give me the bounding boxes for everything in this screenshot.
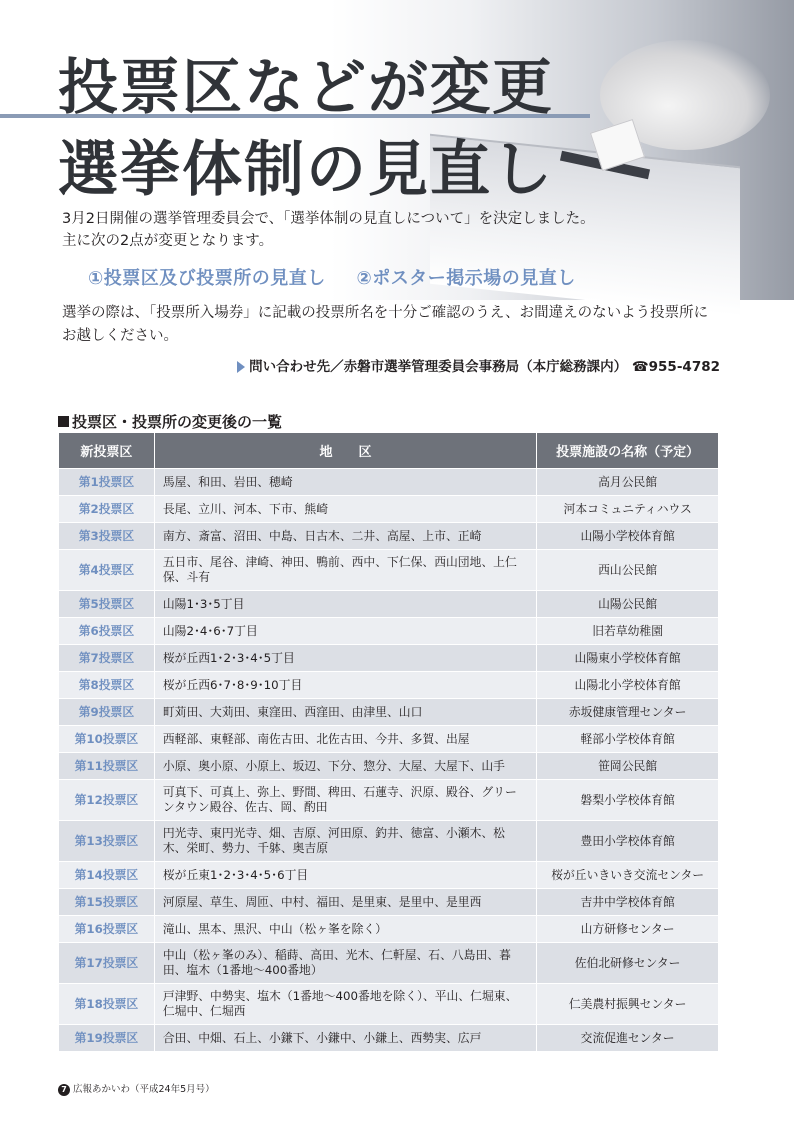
cell-area: 町苅田、大苅田、東窪田、西窪田、由津里、山口 xyxy=(154,699,536,726)
cell-facility: 河本コミュニティハウス xyxy=(537,496,719,523)
cell-facility: 赤坂健康管理センター xyxy=(537,699,719,726)
table-row xyxy=(59,618,719,645)
cell-facility: 豊田小学校体育館 xyxy=(537,821,719,862)
cell-area: 桜が丘西1･2･3･4･5丁目 xyxy=(154,645,536,672)
page-title-line2: 選挙体制の見直し xyxy=(58,135,554,205)
header-district: 新投票区 xyxy=(59,433,155,469)
cell-district: 第2投票区 xyxy=(59,496,155,523)
cell-district: 第13投票区 xyxy=(59,821,155,862)
table-row xyxy=(59,780,719,821)
district-table xyxy=(58,432,719,1052)
header-facility: 投票施設の名称（予定） xyxy=(537,433,719,469)
footer-text: 広報あかいわ（平成24年5月号） xyxy=(73,1084,215,1095)
cell-area: 合田、中畑、石上、小鎌下、小鎌中、小鎌上、西勢実、広戸 xyxy=(154,1025,536,1052)
table-row xyxy=(59,862,719,889)
cell-facility: 仁美農村振興センター xyxy=(537,984,719,1025)
cell-facility: 桜が丘いきいき交流センター xyxy=(537,862,719,889)
point-2: ②ポスター掲示場の見直し xyxy=(356,268,576,289)
table-row xyxy=(59,550,719,591)
point-1: ①投票区及び投票所の見直し xyxy=(88,268,326,289)
table-row xyxy=(59,1025,719,1052)
cell-area: 小原、奥小原、小原上、坂辺、下分、惣分、大屋、大屋下、山手 xyxy=(154,753,536,780)
table-row xyxy=(59,753,719,780)
contact-text: 問い合わせ先／赤磐市選挙管理委員会事務局（本庁総務課内） xyxy=(249,359,628,375)
table-row xyxy=(59,916,719,943)
cell-district: 第12投票区 xyxy=(59,780,155,821)
cell-district: 第18投票区 xyxy=(59,984,155,1025)
cell-district: 第3投票区 xyxy=(59,523,155,550)
cell-district: 第4投票区 xyxy=(59,550,155,591)
cell-district: 第16投票区 xyxy=(59,916,155,943)
cell-area: 河原屋、草生、周匝、中村、福田、是里東、是里中、是里西 xyxy=(154,889,536,916)
page-number: 7 xyxy=(58,1084,70,1096)
intro-line2: 主に次の2点が変更となります。 xyxy=(62,233,274,249)
cell-area: 山陽1･3･5丁目 xyxy=(154,591,536,618)
cell-facility: 佐伯北研修センター xyxy=(537,943,719,984)
triangle-icon xyxy=(237,361,245,373)
page-title-line1: 投票区などが変更 xyxy=(58,53,554,123)
cell-district: 第14投票区 xyxy=(59,862,155,889)
table-row xyxy=(59,821,719,862)
cell-facility: 山陽北小学校体育館 xyxy=(537,672,719,699)
cell-area: 桜が丘西6･7･8･9･10丁目 xyxy=(154,672,536,699)
cell-district: 第1投票区 xyxy=(59,469,155,496)
cell-district: 第9投票区 xyxy=(59,699,155,726)
cell-area: 可真下、可真上、弥上、野間、稗田、石蓮寺、沢原、殿谷、グリーンタウン殿谷、佐古、岡、酌田 xyxy=(154,780,536,821)
cell-area: 長尾、立川、河本、下市、熊崎 xyxy=(154,496,536,523)
cell-area: 山陽2･4･6･7丁目 xyxy=(154,618,536,645)
cell-facility: 交流促進センター xyxy=(537,1025,719,1052)
table-row xyxy=(59,523,719,550)
cell-area: 馬屋、和田、岩田、穂崎 xyxy=(154,469,536,496)
table-row xyxy=(59,943,719,984)
table-title-text: 投票区・投票所の変更後の一覧 xyxy=(72,413,283,431)
cell-facility: 山陽小学校体育館 xyxy=(537,523,719,550)
table-row xyxy=(59,591,719,618)
cell-district: 第19投票区 xyxy=(59,1025,155,1052)
cell-district: 第5投票区 xyxy=(59,591,155,618)
table-row xyxy=(59,889,719,916)
table-row xyxy=(59,645,719,672)
cell-facility: 旧若草幼稚園 xyxy=(537,618,719,645)
change-points xyxy=(88,264,600,290)
cell-facility: 笹岡公民館 xyxy=(537,753,719,780)
footer xyxy=(58,1081,215,1096)
table-header-row xyxy=(59,433,719,469)
cell-facility: 吉井中学校体育館 xyxy=(537,889,719,916)
cell-area: 円光寺、東円光寺、畑、吉原、河田原、釣井、徳富、小瀬木、松木、栄町、勢力、千躰、奥吉原 xyxy=(154,821,536,862)
cell-district: 第6投票区 xyxy=(59,618,155,645)
table-row xyxy=(59,726,719,753)
cell-district: 第17投票区 xyxy=(59,943,155,984)
cell-facility: 山陽東小学校体育館 xyxy=(537,645,719,672)
cell-area: 西軽部、東軽部、南佐古田、北佐古田、今井、多賀、出屋 xyxy=(154,726,536,753)
cell-area: 南方、斎富、沼田、中島、日古木、二井、高屋、上市、正崎 xyxy=(154,523,536,550)
intro-text xyxy=(62,208,595,252)
table-row xyxy=(59,699,719,726)
table-body xyxy=(59,469,719,1052)
cell-district: 第11投票区 xyxy=(59,753,155,780)
cell-district: 第10投票区 xyxy=(59,726,155,753)
header-area: 地 区 xyxy=(154,433,536,469)
table-row xyxy=(59,984,719,1025)
cell-area: 桜が丘東1･2･3･4･5･6丁目 xyxy=(154,862,536,889)
cell-facility: 高月公民館 xyxy=(537,469,719,496)
cell-facility: 山方研修センター xyxy=(537,916,719,943)
cell-facility: 西山公民館 xyxy=(537,550,719,591)
cell-facility: 山陽公民館 xyxy=(537,591,719,618)
cell-area: 中山（松ヶ峯のみ）、稲蒔、高田、光木、仁軒屋、石、八島田、暮田、塩木（1番地〜400番地） xyxy=(154,943,536,984)
table-row xyxy=(59,469,719,496)
intro-line1: 3月2日開催の選挙管理委員会で、「選挙体制の見直しについて」を決定しました。 xyxy=(62,211,595,227)
cell-district: 第7投票区 xyxy=(59,645,155,672)
cell-area: 五日市、尾谷、津崎、神田、鴨前、西中、下仁保、西山団地、上仁保、斗有 xyxy=(154,550,536,591)
cell-area: 滝山、黒本、黒沢、中山（松ヶ峯を除く） xyxy=(154,916,536,943)
cell-area: 戸津野、中勢実、塩木（1番地〜400番地を除く）、平山、仁堀東、仁堀中、仁堀西 xyxy=(154,984,536,1025)
contact-phone: ☎955-4782 xyxy=(631,359,720,375)
table-row xyxy=(59,672,719,699)
square-bullet-icon xyxy=(58,416,69,427)
notice-line1: 選挙の際は、「投票所入場券」に記載の投票所名を十分ご確認のうえ、お間違えのないよう投票所に xyxy=(62,305,709,321)
notice-text xyxy=(62,302,742,348)
notice-line2: お越しください。 xyxy=(62,328,178,344)
cell-district: 第15投票区 xyxy=(59,889,155,916)
cell-facility: 磐梨小学校体育館 xyxy=(537,780,719,821)
cell-facility: 軽部小学校体育館 xyxy=(537,726,719,753)
table-title xyxy=(58,411,282,432)
table-row xyxy=(59,496,719,523)
contact-info xyxy=(237,355,720,375)
cell-district: 第8投票区 xyxy=(59,672,155,699)
